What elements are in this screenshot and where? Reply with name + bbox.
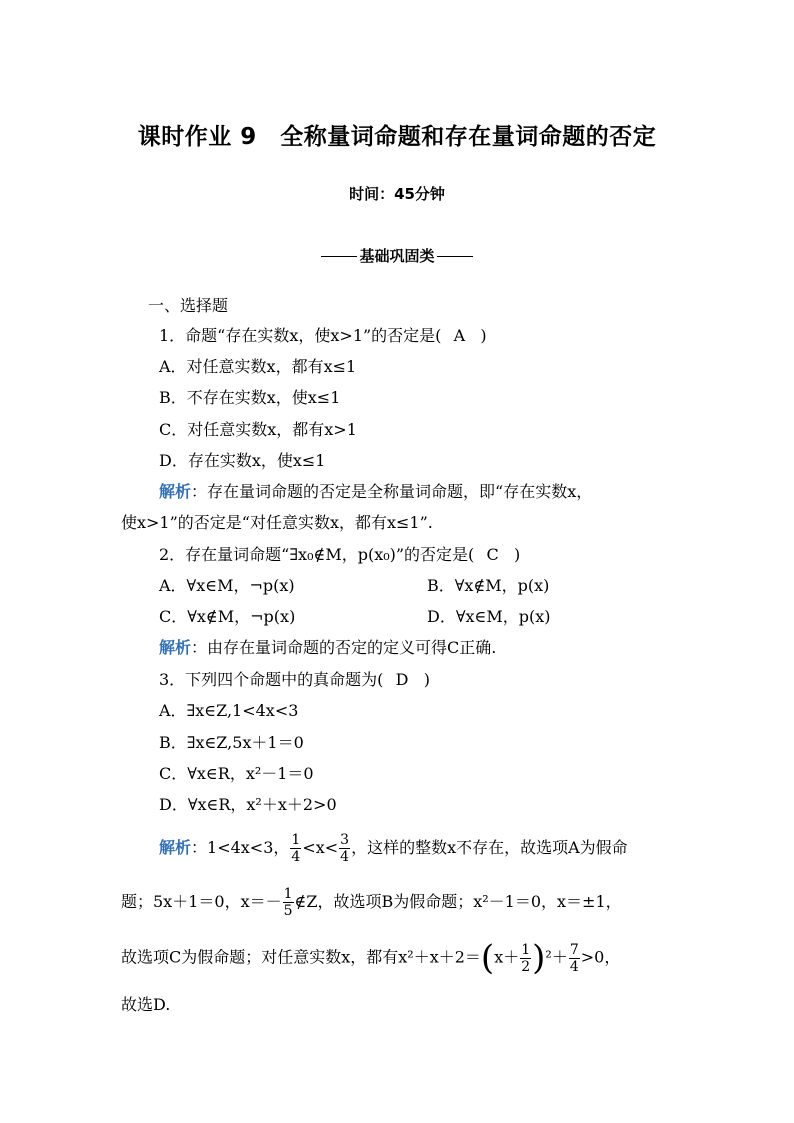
question-2-stem: 2．存在量词命题“∃x₀∉M，p(x₀)”的否定是( C ) xyxy=(159,545,521,564)
fraction-three-quarters: $\frac{3}{4}$ xyxy=(340,832,350,865)
question-2-option-d: D．∀x∈M，p(x) xyxy=(427,607,551,626)
time-limit: 时间：45分钟 xyxy=(349,185,445,203)
question-3-stem: 3．下列四个命题中的真命题为( D ) xyxy=(159,670,430,689)
question-1-analysis: 解析：存在量词命题的否定是全称量词命题，即“存在实数x， xyxy=(159,482,593,501)
question-2-analysis: 解析：由存在量词命题的否定的定义可得C正确. xyxy=(159,638,497,657)
analysis-label: 解析 xyxy=(159,638,192,657)
question-3-option-a: A．∃x∈Z,1<4x<3 xyxy=(159,701,299,720)
question-3-analysis-line-2: 题；5x＋1＝0，x＝－ $\frac{1}{5}$ ∉Z，故选项B为假命题；x²－1＝0，x＝±1， xyxy=(121,886,622,919)
question-3-analysis-line-1: 解析：1<4x<3， $\frac{1}{4}$ <x< $\frac{3}{4}$ ，这样的整数x不存在，故选项A为假命 xyxy=(159,832,628,865)
question-1-option-c: C．对任意实数x，都有x>1 xyxy=(159,420,357,439)
fraction-one-quarter: $\frac{1}{4}$ xyxy=(291,832,301,865)
question-1-option-b: B．不存在实数x，使x≤1 xyxy=(159,388,341,407)
question-2-option-b: B．∀x∉M，p(x) xyxy=(427,576,550,595)
question-2-option-c: C．∀x∉M，¬p(x) xyxy=(159,607,296,626)
question-3-analysis-line-4: 故选D. xyxy=(121,995,171,1014)
dash-right xyxy=(437,256,473,257)
page-title: 课时作业 9 全称量词命题和存在量词命题的否定 xyxy=(137,124,657,150)
question-1-stem: 1．命题“存在实数x，使x>1”的否定是( A ) xyxy=(159,326,487,345)
analysis-label: 解析 xyxy=(159,838,192,857)
section-title: 基础巩固类 xyxy=(359,247,435,265)
question-3-option-c: C．∀x∈R，x²－1＝0 xyxy=(159,764,314,783)
question-1-option-a: A．对任意实数x，都有x≤1 xyxy=(159,357,357,376)
question-2-answer: C xyxy=(486,545,499,564)
fraction-one-half: $\frac{1}{2}$ xyxy=(521,941,531,975)
part-heading: 一、选择题 xyxy=(148,296,229,315)
question-1-answer: A xyxy=(453,326,466,345)
question-3-option-b: B．∃x∈Z,5x＋1＝0 xyxy=(159,733,304,752)
question-1-option-d: D．存在实数x，使x≤1 xyxy=(159,451,326,470)
question-3-answer: D xyxy=(395,670,409,689)
dash-left xyxy=(321,256,357,257)
question-3-option-d: D．∀x∈R，x²＋x＋2>0 xyxy=(159,795,337,814)
analysis-label: 解析 xyxy=(159,482,192,501)
right-paren: ) xyxy=(532,938,546,978)
left-paren: ( xyxy=(480,938,495,978)
fraction-one-fifth: $\frac{1}{5}$ xyxy=(283,886,293,919)
question-3-analysis-line-3: 故选项C为假命题；对任意实数x，都有x²＋x＋2＝(x＋ $\frac{1}{2}$ )²＋ $\frac{7}{4}$ >0， xyxy=(121,938,621,978)
section-heading xyxy=(0,245,794,266)
fraction-seven-quarters: $\frac{7}{4}$ xyxy=(569,941,579,975)
question-1-analysis-cont: 使x>1”的否定是“对任意实数x，都有x≤1”. xyxy=(121,513,433,532)
question-2-option-a: A．∀x∈M，¬p(x) xyxy=(159,576,295,595)
